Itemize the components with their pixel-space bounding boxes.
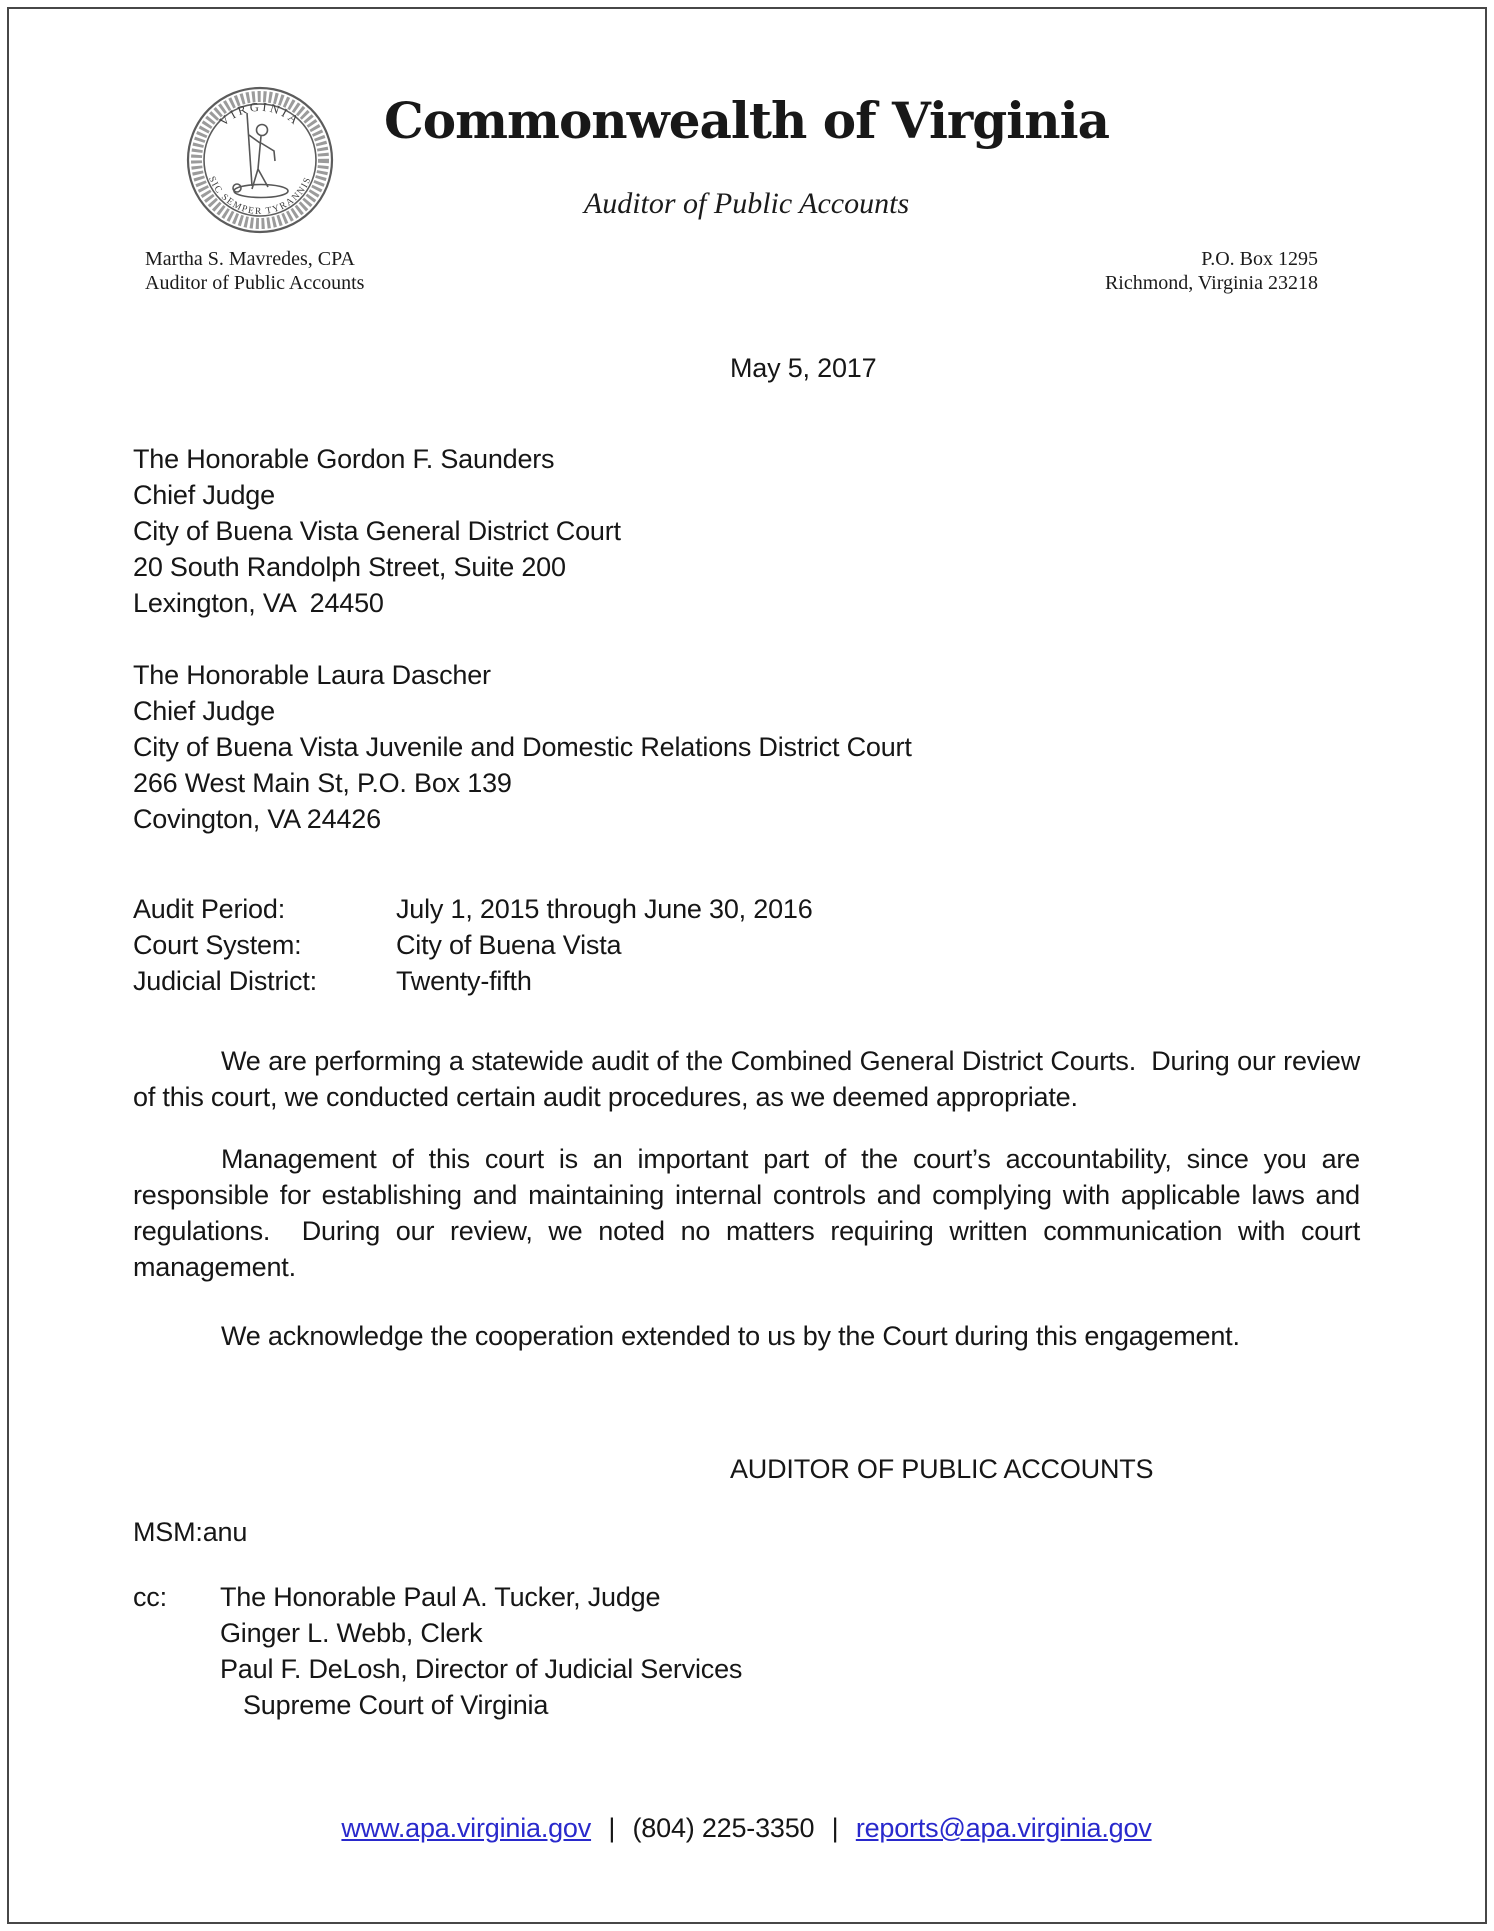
recipient-line: Chief Judge [133,480,275,510]
recipient-line: City of Buena Vista General District Court [133,516,621,546]
footer-separator: | [831,1813,839,1843]
audit-period-label: Audit Period: [133,894,285,924]
seal-bottom-text: SIC SEMPER TYRANNIS [206,175,314,218]
judicial-district-label: Judicial District: [133,966,317,996]
cc-name: Supreme Court of Virginia [243,1690,549,1720]
court-system-label: Court System: [133,930,302,960]
po-box-line: P.O. Box 1295 [1201,248,1318,270]
recipient-block [133,657,1360,837]
body-paragraph: Management of this court is an important part of the court’s accountability, since you are responsible for establishing and maintaining internal controls and complying with applicable laws and regulations. During our review, we noted no matters requiring written communication with court management. [133,1144,1368,1282]
official-name: Martha S. Mavredes, CPA [145,248,355,270]
audit-info-row [133,963,1360,999]
seal-virtus-figure [233,113,288,198]
recipient-block [133,441,1360,621]
court-system-value: City of Buena Vista [396,930,622,960]
body-paragraph: We acknowledge the cooperation extended to us by the Court during this engagement. [221,1321,1240,1351]
signature-org: AUDITOR OF PUBLIC ACCOUNTS [730,1454,1154,1484]
recipient-line: City of Buena Vista Juvenile and Domestic Relations District Court [133,732,912,762]
footer-contact-line [133,1810,1360,1846]
letterhead-title: Commonwealth of Virginia [384,91,1109,150]
letterhead-subtitle: Auditor of Public Accounts [583,187,910,220]
auditor-identity [133,247,364,295]
letterhead-contact-row [133,247,1360,295]
cc-label: cc: [133,1582,167,1612]
recipient-line: The Honorable Laura Dascher [133,660,491,690]
city-state-zip-line: Richmond, Virginia 23218 [1104,272,1318,294]
recipient-line: 20 South Randolph Street, Suite 200 [133,552,566,582]
office-address [1105,247,1360,295]
email-link[interactable]: reports@apa.virginia.gov [855,1813,1152,1843]
recipient-line: Chief Judge [133,696,275,726]
phone-number: (804) 225-3350 [632,1813,815,1843]
recipient-line: Lexington, VA 24450 [133,588,384,618]
cc-name: Paul F. DeLosh, Director of Judicial Services [220,1654,743,1684]
footer-separator: | [608,1813,616,1843]
letter-date: May 5, 2017 [730,353,877,383]
audit-info-row [133,927,1360,963]
cc-name: Ginger L. Webb, Clerk [220,1618,483,1648]
virginia-state-seal-icon [185,85,335,235]
body-paragraph: We are performing a statewide audit of the Combined General District Courts. During our review of this court, we conducted certain audit procedures, as we deemed appropriate. [133,1046,1368,1112]
seal-top-text: VIRGINIA [216,99,304,129]
judicial-district-value: Twenty-fifth [396,966,532,996]
cc-name: The Honorable Paul A. Tucker, Judge [220,1582,661,1612]
recipient-line: 266 West Main St, P.O. Box 139 [133,768,512,798]
audit-info-row [133,891,1360,927]
cc-names [220,1579,742,1723]
recipient-line: Covington, VA 24426 [133,804,381,834]
official-title: Auditor of Public Accounts [145,272,365,294]
website-link[interactable]: www.apa.virginia.gov [341,1813,592,1843]
recipient-line: The Honorable Gordon F. Saunders [133,444,555,474]
cc-block [133,1579,1360,1723]
audit-info-block [133,891,1360,999]
reference-initials: MSM:anu [133,1517,248,1547]
audit-period-value: July 1, 2015 through June 30, 2016 [396,894,813,924]
